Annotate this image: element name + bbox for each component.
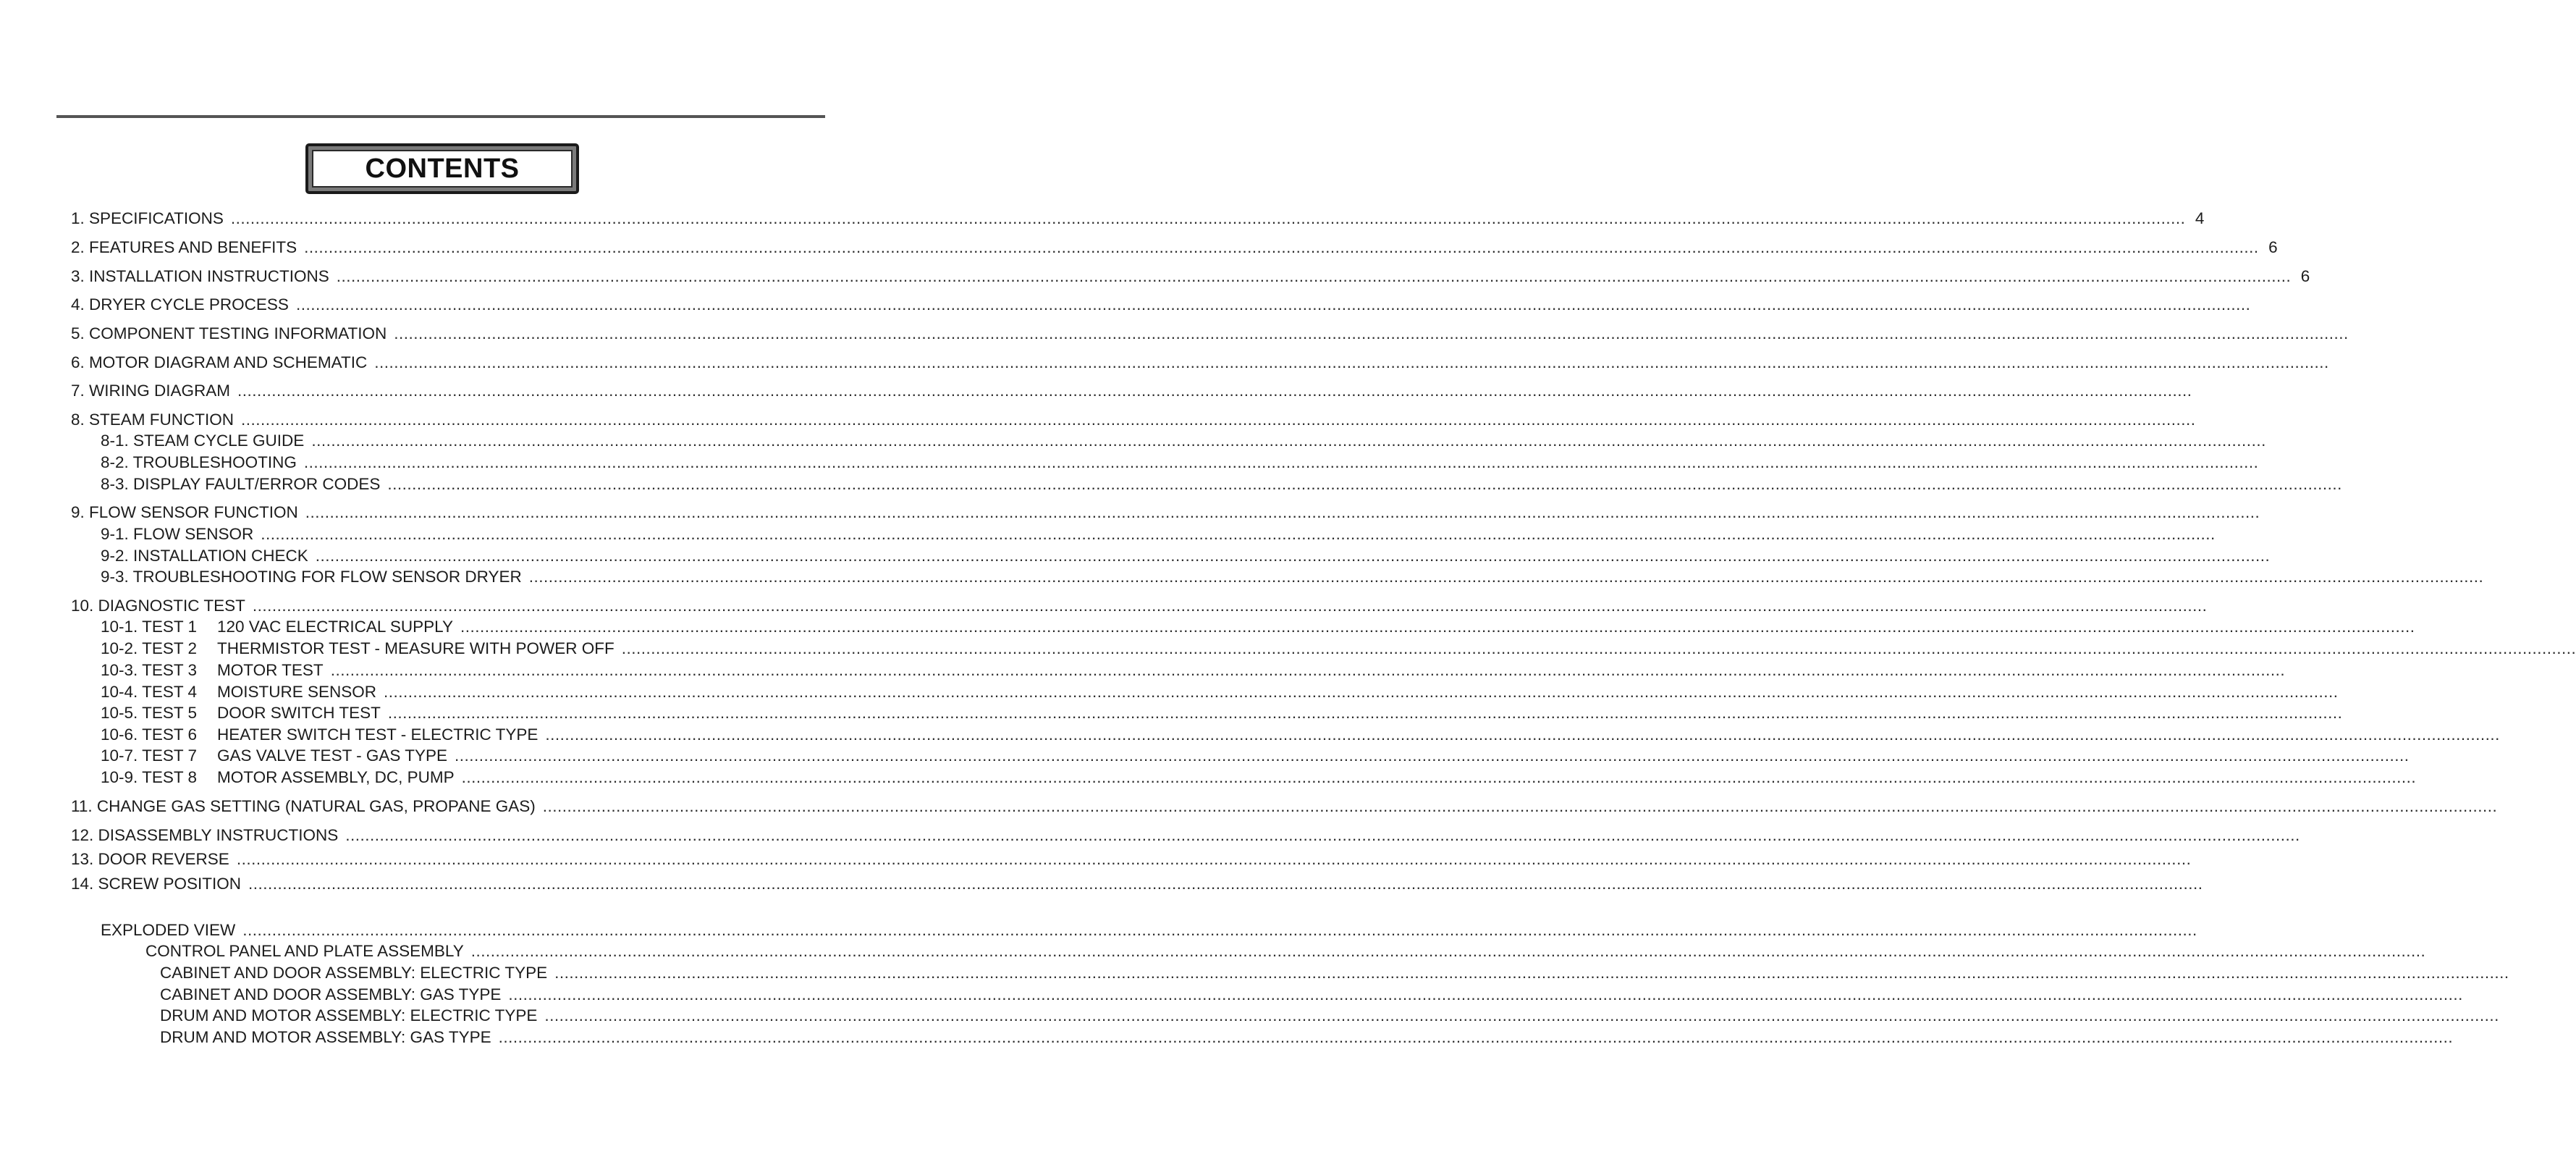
dot-leader: ................................................................................................................................................................................................................................................................................................................................................................................................................ — [498, 1028, 2454, 1046]
toc-entry[interactable] — [101, 725, 2500, 745]
toc-entry-text: MOISTURE SENSOR — [217, 683, 377, 701]
dot-leader: ................................................................................................................................................................................................................................................................................................................................................................................................................ — [554, 964, 2509, 982]
dot-leader: ................................................................................................................................................................................................................................................................................................................................................................................................................ — [252, 597, 2208, 615]
toc-entry-text: MOTOR TEST — [217, 661, 324, 679]
toc-entry[interactable] — [71, 209, 2205, 229]
toc-entry-label: EXPLODED VIEW — [101, 921, 236, 939]
dot-leader: ................................................................................................................................................................................................................................................................................................................................................................................................................ — [336, 267, 2292, 285]
toc-entry-number: 10-5. TEST 5 — [101, 704, 197, 722]
toc-entry-label: 9. FLOW SENSOR FUNCTION — [71, 503, 298, 521]
dot-leader: ................................................................................................................................................................................................................................................................................................................................................................................................................ — [460, 618, 2415, 636]
toc-entry[interactable] — [160, 985, 2463, 1005]
dot-leader: ................................................................................................................................................................................................................................................................................................................................................................................................................ — [305, 503, 2260, 521]
toc-entry[interactable] — [71, 874, 2203, 894]
dot-leader: ................................................................................................................................................................................................................................................................................................................................................................................................................ — [508, 985, 2463, 1003]
toc-entry[interactable] — [101, 746, 2410, 766]
toc-entry[interactable] — [71, 381, 2192, 401]
toc-entry-label: DRUM AND MOTOR ASSEMBLY: ELECTRIC TYPE — [160, 1006, 538, 1024]
toc-entry-label: 3. INSTALLATION INSTRUCTIONS — [71, 267, 329, 285]
dot-leader: ................................................................................................................................................................................................................................................................................................................................................................................................................ — [394, 324, 2349, 342]
toc-entry-label — [101, 767, 455, 788]
toc-entry-label: 10. DIAGNOSTIC TEST — [71, 597, 245, 615]
dot-leader: ................................................................................................................................................................................................................................................................................................................................................................................................................ — [295, 295, 2251, 313]
toc-entry-label: 1. SPECIFICATIONS — [71, 209, 224, 227]
toc-entry-text: HEATER SWITCH TEST - ELECTRIC TYPE — [217, 725, 539, 744]
dot-leader: ................................................................................................................................................................................................................................................................................................................................................................................................................ — [544, 1006, 2499, 1024]
page-title: CONTENTS — [312, 150, 573, 188]
toc-entry[interactable] — [71, 237, 2278, 258]
toc-entry[interactable] — [101, 567, 2484, 587]
toc-entry-label: 6. MOTOR DIAGRAM AND SCHEMATIC — [71, 353, 368, 371]
toc-entry[interactable] — [160, 1006, 2499, 1026]
toc-entry-page: 6 — [2268, 238, 2278, 256]
dot-leader: ................................................................................................................................................................................................................................................................................................................................................................................................................ — [303, 453, 2259, 471]
toc-entry[interactable] — [71, 410, 2196, 430]
toc-entry[interactable] — [71, 849, 2192, 870]
toc-entry[interactable] — [71, 353, 2329, 373]
dot-leader: ................................................................................................................................................................................................................................................................................................................................................................................................................ — [455, 746, 2410, 765]
dot-leader: ................................................................................................................................................................................................................................................................................................................................................................................................................ — [542, 797, 2498, 815]
toc-entry-label — [101, 639, 615, 659]
toc-entry-label: 5. COMPONENT TESTING INFORMATION — [71, 324, 387, 342]
toc-entry[interactable] — [71, 295, 2251, 315]
dot-leader: ................................................................................................................................................................................................................................................................................................................................................................................................................ — [387, 475, 2342, 493]
toc-entry-number: 10-1. TEST 1 — [101, 618, 197, 636]
dot-leader: ................................................................................................................................................................................................................................................................................................................................................................................................................ — [261, 525, 2216, 543]
toc-entry-number: 10-9. TEST 8 — [101, 768, 197, 786]
toc-entry-label: 8-1. STEAM CYCLE GUIDE — [101, 432, 305, 450]
dot-leader: ................................................................................................................................................................................................................................................................................................................................................................................................................ — [374, 353, 2329, 371]
toc-entry-label — [101, 746, 447, 766]
toc-entry-text: GAS VALVE TEST - GAS TYPE — [217, 746, 448, 765]
dot-leader: ................................................................................................................................................................................................................................................................................................................................................................................................................ — [311, 432, 2266, 450]
toc-entry-label: 11. CHANGE GAS SETTING (NATURAL GAS, PROPANE GAS) — [71, 797, 536, 815]
toc-entry-number: 10-4. TEST 4 — [101, 683, 197, 701]
dot-leader: ................................................................................................................................................................................................................................................................................................................................................................................................................ — [345, 826, 2300, 844]
toc-entry-label: DRUM AND MOTOR ASSEMBLY: GAS TYPE — [160, 1028, 491, 1046]
toc-entry-number: 10-3. TEST 3 — [101, 661, 197, 679]
toc-entry-label — [101, 703, 381, 723]
dot-leader: ................................................................................................................................................................................................................................................................................................................................................................................................................ — [384, 683, 2339, 701]
dot-leader: ................................................................................................................................................................................................................................................................................................................................................................................................................ — [304, 238, 2259, 256]
toc-entry-label: 8-3. DISPLAY FAULT/ERROR CODES — [101, 475, 381, 493]
dot-leader: ................................................................................................................................................................................................................................................................................................................................................................................................................ — [237, 382, 2192, 400]
toc-entry-number: 10-7. TEST 7 — [101, 746, 197, 765]
toc-entry-label: 13. DOOR REVERSE — [71, 850, 229, 868]
toc-entry-label: 8. STEAM FUNCTION — [71, 411, 235, 429]
toc-entry-label: 9-2. INSTALLATION CHECK — [101, 547, 308, 565]
dot-leader: ................................................................................................................................................................................................................................................................................................................................................................................................................ — [545, 725, 2500, 744]
toc-entry[interactable] — [101, 639, 2576, 659]
toc-entry-label — [101, 725, 538, 745]
toc-entry[interactable] — [101, 767, 2417, 788]
toc-entry-label — [101, 660, 324, 681]
toc-entry[interactable] — [101, 617, 2415, 637]
toc-entry[interactable] — [71, 266, 2310, 287]
toc-entry[interactable] — [101, 431, 2266, 451]
toc-entry[interactable] — [101, 703, 2343, 723]
toc-entry[interactable] — [71, 324, 2349, 344]
toc-entry[interactable] — [71, 596, 2208, 616]
toc-entry-label: 8-2. TROUBLESHOOTING — [101, 453, 297, 471]
toc-entry-label: CABINET AND DOOR ASSEMBLY: GAS TYPE — [160, 985, 502, 1003]
toc-entry-label — [101, 617, 453, 637]
toc-entry-page: 6 — [2300, 267, 2310, 285]
dot-leader: ................................................................................................................................................................................................................................................................................................................................................................................................................ — [248, 875, 2203, 893]
dot-leader: ................................................................................................................................................................................................................................................................................................................................................................................................................ — [230, 209, 2186, 227]
toc-entry-label: CABINET AND DOOR ASSEMBLY: ELECTRIC TYPE — [160, 964, 548, 982]
toc-entry[interactable] — [145, 941, 2426, 961]
toc-entry-text: MOTOR ASSEMBLY, DC, PUMP — [217, 768, 455, 786]
toc-entry[interactable] — [160, 963, 2509, 983]
toc-entry[interactable] — [101, 660, 2286, 681]
toc-entry-page: 4 — [2195, 209, 2205, 227]
toc-entry[interactable] — [160, 1027, 2454, 1048]
toc-entry-label: 9-3. TROUBLESHOOTING FOR FLOW SENSOR DRYER — [101, 568, 522, 586]
toc-entry-label: 9-1. FLOW SENSOR — [101, 525, 254, 543]
toc-entry-text: 120 VAC ELECTRICAL SUPPLY — [217, 618, 453, 636]
toc-entry-label: CONTROL PANEL AND PLATE ASSEMBLY — [145, 942, 464, 960]
dot-leader: ................................................................................................................................................................................................................................................................................................................................................................................................................ — [330, 661, 2286, 679]
toc-entry-label: 4. DRYER CYCLE PROCESS — [71, 295, 289, 313]
toc-entry-label: 14. SCREW POSITION — [71, 875, 242, 893]
toc-entry-label — [101, 682, 376, 702]
toc-entry[interactable] — [71, 825, 2300, 846]
toc-entry[interactable] — [101, 474, 2342, 494]
toc-entry[interactable] — [71, 502, 2260, 523]
toc-entry-label: 12. DISASSEMBLY INSTRUCTIONS — [71, 826, 339, 844]
dot-leader: ................................................................................................................................................................................................................................................................................................................................................................................................................ — [470, 942, 2426, 960]
toc-entry[interactable] — [101, 453, 2259, 473]
dot-leader: ................................................................................................................................................................................................................................................................................................................................................................................................................ — [236, 850, 2192, 868]
toc-entry[interactable] — [101, 682, 2339, 702]
toc-entry-number: 10-2. TEST 2 — [101, 639, 197, 657]
dot-leader: ................................................................................................................................................................................................................................................................................................................................................................................................................ — [461, 768, 2417, 786]
toc-entry[interactable] — [71, 796, 2498, 817]
dot-leader: ................................................................................................................................................................................................................................................................................................................................................................................................................ — [387, 704, 2343, 722]
toc-entry[interactable] — [101, 920, 2197, 940]
toc-entry-label: 7. WIRING DIAGRAM — [71, 382, 231, 400]
toc-entry-text: DOOR SWITCH TEST — [217, 704, 381, 722]
dot-leader: ................................................................................................................................................................................................................................................................................................................................................................................................................ — [528, 568, 2484, 586]
dot-leader: ................................................................................................................................................................................................................................................................................................................................................................................................................ — [241, 411, 2196, 429]
toc-entry-label: 2. FEATURES AND BENEFITS — [71, 238, 297, 256]
dot-leader: ................................................................................................................................................................................................................................................................................................................................................................................................................ — [315, 547, 2271, 565]
dot-leader: ................................................................................................................................................................................................................................................................................................................................................................................................................ — [621, 639, 2576, 657]
toc-entry-number: 10-6. TEST 6 — [101, 725, 197, 744]
toc-entry[interactable] — [101, 524, 2216, 544]
toc-entry[interactable] — [101, 546, 2271, 566]
toc-entry-text: THERMISTOR TEST - MEASURE WITH POWER OFF — [217, 639, 615, 657]
dot-leader: ................................................................................................................................................................................................................................................................................................................................................................................................................ — [242, 921, 2197, 939]
